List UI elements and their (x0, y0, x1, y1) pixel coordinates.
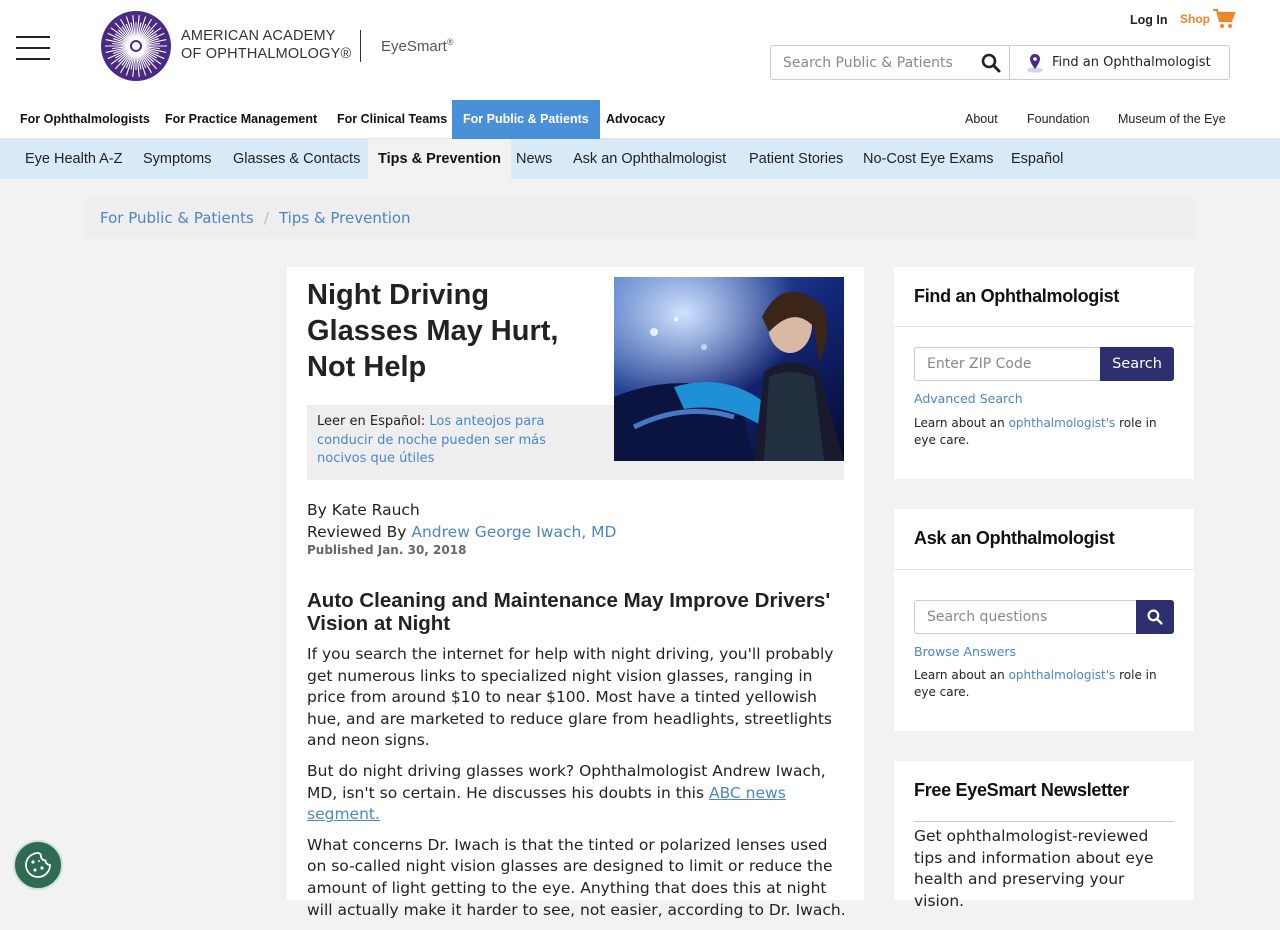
article-subheading: Auto Cleaning and Maintenance May Improve Drivers' Vision at Night (307, 589, 831, 635)
article-paragraph-1: If you search the internet for help with night driving, you'll probably get numerous links to specialized night vision glasses, ranging in price from around $10 to near $100. Most have a tinted yellowish hue, and are marketed to reduce glare from headlights, streetlights and neon signs. (307, 645, 834, 750)
questions-search-button[interactable] (1136, 600, 1174, 634)
article-body (307, 644, 847, 930)
subnav-item-symptoms[interactable]: Symptoms (143, 151, 212, 167)
eyesmart-brand[interactable] (381, 37, 454, 55)
eyesmart-registered-mark: ® (446, 37, 454, 47)
map-pin-icon (1026, 53, 1044, 73)
article-paragraph-3: What concerns Dr. Iwach is that the tinted or polarized lenses used on so-called night vision glasses are designed to limit or reduce the amount of light getting to the eye. Anything that does this at night will actually make it harder to see, not easier, according to Dr. Iwach. (307, 835, 846, 919)
search-icon (1147, 609, 1163, 625)
find-note-link[interactable]: ophthalmologist's (1008, 416, 1116, 430)
logo-divider (360, 30, 361, 62)
search-questions-input[interactable] (914, 600, 1138, 634)
find-card-title: Find an Ophthalmologist (914, 286, 1120, 306)
ask-note-pre: Learn about an (914, 668, 1005, 682)
find-card-divider (894, 326, 1194, 327)
article-title: Night Driving Glasses May Hurt, Not Help (307, 279, 559, 383)
subnav-item-no-cost-exams[interactable]: No-Cost Eye Exams (863, 151, 994, 167)
find-card-note (914, 415, 1174, 449)
subnav-item-eye-health[interactable]: Eye Health A-Z (25, 151, 123, 167)
breadcrumb (85, 198, 1195, 238)
spanish-link-text (317, 413, 567, 469)
author: By Kate Rauch (307, 501, 420, 519)
subnav-item-news[interactable]: News (516, 151, 553, 167)
abc-news-link[interactable]: ABC news segment. (307, 783, 786, 824)
site-search-input[interactable] (771, 46, 971, 79)
mainnav-item-museum[interactable]: Museum of the Eye (1118, 112, 1226, 126)
mainnav-item-practice-management[interactable]: For Practice Management (165, 112, 318, 126)
subnav-item-patient-stories[interactable]: Patient Stories (749, 151, 844, 167)
mainnav-item-clinical-teams[interactable]: For Clinical Teams (337, 112, 448, 126)
ask-ophthalmologist-card (894, 509, 1194, 731)
cookie-settings-button[interactable] (13, 840, 63, 890)
site-logo-text[interactable] (181, 27, 351, 63)
find-note-post: role in eye care. (914, 416, 1157, 447)
article-paragraph-2 (307, 761, 847, 826)
breadcrumb-item-tips-prevention[interactable]: Tips & Prevention (278, 209, 411, 227)
subnav-item-tips-prevention[interactable]: Tips & Prevention (368, 139, 511, 179)
find-ophthalmologist-card (894, 267, 1194, 479)
mainnav-item-advocacy[interactable]: Advocacy (606, 112, 666, 126)
byline (307, 499, 617, 543)
shop-label: Shop (1180, 12, 1210, 26)
eyesmart-label: EyeSmart (381, 38, 447, 55)
find-ophthalmologist-button[interactable] (1009, 45, 1230, 80)
zip-search-button[interactable]: Search (1100, 347, 1174, 381)
article-image-night-driver (614, 277, 844, 461)
sub-nav (0, 139, 1280, 179)
mainnav-item-public-patients[interactable]: For Public & Patients (452, 100, 600, 139)
newsletter-divider (914, 821, 1174, 822)
search-icon[interactable] (981, 53, 1001, 73)
shopping-cart-icon (1213, 9, 1235, 29)
logo-line-2: OF OPHTHALMOLOGY® (181, 46, 352, 62)
site-header (0, 0, 1280, 100)
find-ophthalmologist-label: Find an Ophthalmologist (1052, 55, 1211, 70)
logo-line-1: AMERICAN ACADEMY (181, 28, 336, 44)
cookie-icon (23, 850, 53, 880)
ask-card-title: Ask an Ophthalmologist (914, 528, 1115, 548)
advanced-search-link[interactable]: Advanced Search (914, 391, 1023, 406)
mainnav-item-about[interactable]: About (965, 112, 998, 126)
hamburger-menu-icon[interactable] (16, 36, 50, 60)
subnav-item-glasses-contacts[interactable]: Glasses & Contacts (233, 151, 361, 167)
aao-logo-icon[interactable] (100, 10, 172, 82)
login-link[interactable]: Log In (1130, 13, 1168, 27)
main-nav (0, 100, 1280, 139)
newsletter-text: Get ophthalmologist-reviewed tips and information about eye health and preserving your vision. (914, 827, 1154, 910)
find-note-pre: Learn about an (914, 416, 1005, 430)
reviewed-label: Reviewed By (307, 523, 407, 541)
leer-label: Leer en Español: (317, 414, 426, 429)
newsletter-title: Free EyeSmart Newsletter (914, 780, 1129, 800)
ask-note-link[interactable]: ophthalmologist's (1008, 668, 1116, 682)
reviewer-line (307, 521, 617, 543)
zip-code-input[interactable] (914, 347, 1102, 381)
browse-answers-link[interactable]: Browse Answers (914, 644, 1017, 659)
site-search (770, 45, 1010, 80)
published-date: Published Jan. 30, 2018 (307, 543, 467, 557)
breadcrumb-separator: / (263, 209, 269, 227)
subnav-item-espanol[interactable]: Español (1011, 151, 1064, 167)
subnav-item-ask[interactable]: Ask an Ophthalmologist (573, 151, 727, 167)
shop-link[interactable] (1180, 9, 1235, 29)
newsletter-card (894, 761, 1194, 910)
mainnav-item-ophthalmologists[interactable]: For Ophthalmologists (20, 112, 150, 126)
reviewer-link[interactable]: Andrew George Iwach, MD (411, 523, 617, 541)
ask-card-note (914, 667, 1174, 701)
paragraph-2-text: But do night driving glasses work? Ophthalmologist Andrew Iwach, MD, isn't so certain. He discusses his doubts in this (307, 761, 826, 802)
ask-note-post: role in eye care. (914, 668, 1157, 699)
mainnav-item-foundation[interactable]: Foundation (1027, 112, 1090, 126)
breadcrumb-item-public-patients[interactable]: For Public & Patients (100, 209, 254, 227)
ask-card-divider (894, 569, 1194, 570)
spanish-article-link[interactable]: Los anteojos para conducir de noche pueden ser más nocivos que útiles (317, 414, 546, 466)
article (287, 267, 864, 919)
